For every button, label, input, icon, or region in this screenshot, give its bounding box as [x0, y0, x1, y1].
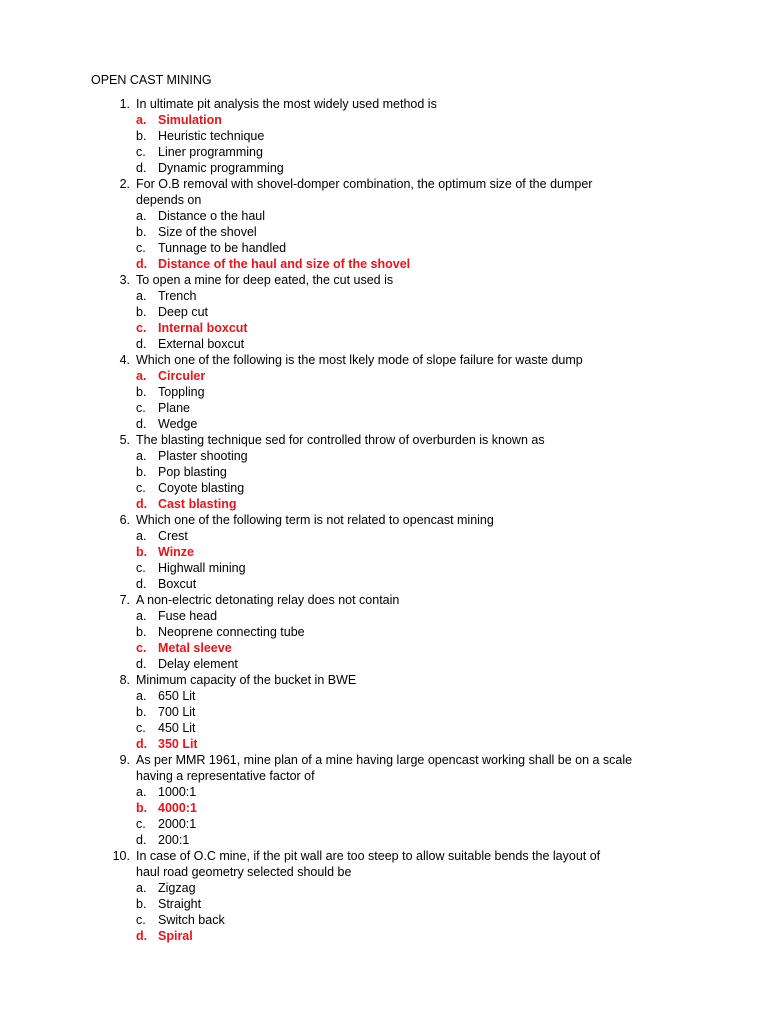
answer-option — [0, 832, 768, 848]
question-line — [0, 272, 768, 288]
option-text: 450 Lit — [158, 721, 196, 735]
question-text: having a representative factor of — [136, 769, 315, 783]
answer-option — [0, 720, 768, 736]
option-text: Toppling — [158, 385, 205, 399]
question-text: To open a mine for deep eated, the cut used is — [136, 273, 394, 287]
question-item — [0, 592, 768, 672]
answer-option-correct — [0, 640, 768, 656]
question-item — [0, 352, 768, 432]
option-letter: c. — [136, 321, 147, 335]
question-text: depends on — [136, 193, 202, 207]
answer-option — [0, 240, 768, 256]
option-text: Distance of the haul and size of the shovel — [158, 257, 411, 271]
question-line — [0, 672, 768, 688]
answer-option — [0, 704, 768, 720]
option-letter: d. — [136, 257, 148, 271]
option-letter: b. — [136, 305, 147, 319]
question-item — [0, 512, 768, 592]
option-letter: d. — [136, 737, 148, 751]
option-text: 350 Lit — [158, 737, 198, 751]
answer-option — [0, 304, 768, 320]
option-text: Zigzag — [158, 881, 196, 895]
answer-option — [0, 784, 768, 800]
option-text: Fuse head — [158, 609, 218, 623]
option-text: Winze — [158, 545, 194, 559]
question-line — [0, 352, 768, 368]
option-letter: c. — [136, 817, 146, 831]
option-letter: c. — [136, 241, 146, 255]
option-letter: c. — [136, 561, 146, 575]
option-text: Spiral — [158, 929, 193, 943]
answer-option — [0, 144, 768, 160]
answer-option — [0, 224, 768, 240]
question-item — [0, 672, 768, 752]
question-line — [0, 432, 768, 448]
option-letter: b. — [136, 545, 148, 559]
option-letter: a. — [136, 609, 147, 623]
option-text: Highwall mining — [158, 561, 246, 575]
option-letter: a. — [136, 689, 147, 703]
question-number: 5. — [119, 433, 130, 447]
option-letter: c. — [136, 913, 146, 927]
question-item — [0, 272, 768, 352]
option-letter: b. — [136, 385, 147, 399]
option-text: Internal boxcut — [158, 321, 248, 335]
answer-option — [0, 880, 768, 896]
option-text: Deep cut — [158, 305, 209, 319]
option-text: 4000:1 — [158, 801, 197, 815]
option-text: Distance o the haul — [158, 209, 266, 223]
answer-option-correct — [0, 544, 768, 560]
answer-option — [0, 448, 768, 464]
option-text: Delay element — [158, 657, 238, 671]
question-line — [0, 192, 768, 208]
option-letter: c. — [136, 721, 146, 735]
option-text: 700 Lit — [158, 705, 196, 719]
answer-option — [0, 912, 768, 928]
option-letter: b. — [136, 801, 148, 815]
answer-option — [0, 608, 768, 624]
option-letter: c. — [136, 401, 146, 415]
option-text: Trench — [158, 289, 197, 303]
question-text: As per MMR 1961, mine plan of a mine having large opencast working shall be on a scale — [136, 753, 633, 767]
option-letter: a. — [136, 529, 147, 543]
answer-option — [0, 480, 768, 496]
answer-option — [0, 336, 768, 352]
question-item — [0, 176, 768, 272]
answer-option — [0, 688, 768, 704]
option-text: Neoprene connecting tube — [158, 625, 305, 639]
option-text: Pop blasting — [158, 465, 227, 479]
option-letter: d. — [136, 929, 148, 943]
question-number: 6. — [119, 513, 130, 527]
option-text: Crest — [158, 529, 188, 543]
answer-option-correct — [0, 256, 768, 272]
option-text: Simulation — [158, 113, 222, 127]
option-letter: d. — [136, 417, 147, 431]
question-line — [0, 592, 768, 608]
question-text: A non-electric detonating relay does not contain — [136, 593, 400, 607]
question-number: 10. — [112, 849, 130, 863]
option-text: Coyote blasting — [158, 481, 245, 495]
option-letter: a. — [136, 449, 147, 463]
option-text: Boxcut — [158, 577, 197, 591]
option-text: Cast blasting — [158, 497, 237, 511]
question-line — [0, 864, 768, 880]
option-letter: a. — [136, 785, 147, 799]
option-letter: b. — [136, 897, 147, 911]
option-letter: c. — [136, 145, 146, 159]
question-number: 8. — [119, 673, 130, 687]
option-letter: d. — [136, 833, 147, 847]
question-number: 9. — [119, 753, 130, 767]
question-line — [0, 512, 768, 528]
option-text: Switch back — [158, 913, 225, 927]
option-letter: d. — [136, 577, 147, 591]
option-letter: a. — [136, 209, 147, 223]
answer-option — [0, 528, 768, 544]
answer-option-correct — [0, 928, 768, 944]
option-letter: d. — [136, 657, 147, 671]
question-line — [0, 96, 768, 112]
option-text: Tunnage to be handled — [158, 241, 287, 255]
option-text: External boxcut — [158, 337, 245, 351]
question-text: haul road geometry selected should be — [136, 865, 352, 879]
option-letter: c. — [136, 641, 147, 655]
option-text: Circuler — [158, 369, 206, 383]
option-text: Size of the shovel — [158, 225, 257, 239]
answer-option — [0, 208, 768, 224]
option-text: Dynamic programming — [158, 161, 284, 175]
option-letter: b. — [136, 465, 147, 479]
option-letter: a. — [136, 113, 147, 127]
option-text: Liner programming — [158, 145, 263, 159]
question-list — [0, 96, 768, 944]
option-letter: a. — [136, 289, 147, 303]
question-text: In ultimate pit analysis the most widely used method is — [136, 97, 437, 111]
answer-option-correct — [0, 736, 768, 752]
option-text: 200:1 — [158, 833, 190, 847]
option-letter: a. — [136, 369, 147, 383]
option-text: Straight — [158, 897, 202, 911]
question-text: Which one of the following is the most lkely mode of slope failure for waste dump — [136, 353, 583, 367]
answer-option — [0, 560, 768, 576]
option-letter: c. — [136, 481, 146, 495]
answer-option — [0, 416, 768, 432]
question-number: 7. — [119, 593, 130, 607]
question-text: Minimum capacity of the bucket in BWE — [136, 673, 357, 687]
option-text: Wedge — [158, 417, 198, 431]
question-line — [0, 768, 768, 784]
option-text: Plane — [158, 401, 190, 415]
option-letter: d. — [136, 497, 148, 511]
question-line — [0, 848, 768, 864]
question-text: For O.B removal with shovel-domper combination, the optimum size of the dumper — [136, 177, 593, 191]
option-text: 1000:1 — [158, 785, 197, 799]
answer-option — [0, 576, 768, 592]
option-letter: b. — [136, 129, 147, 143]
option-letter: b. — [136, 625, 147, 639]
option-text: Heuristic technique — [158, 129, 265, 143]
answer-option-correct — [0, 320, 768, 336]
answer-option-correct — [0, 368, 768, 384]
question-item — [0, 432, 768, 512]
option-letter: d. — [136, 161, 147, 175]
question-number: 2. — [119, 177, 130, 191]
answer-option — [0, 160, 768, 176]
answer-option — [0, 128, 768, 144]
question-text: The blasting technique sed for controlled throw of overburden is known as — [136, 433, 545, 447]
question-number: 3. — [119, 273, 130, 287]
question-item — [0, 96, 768, 176]
option-text: 2000:1 — [158, 817, 197, 831]
option-text: Plaster shooting — [158, 449, 248, 463]
answer-option — [0, 896, 768, 912]
answer-option — [0, 400, 768, 416]
option-letter: d. — [136, 337, 147, 351]
answer-option — [0, 624, 768, 640]
question-line — [0, 752, 768, 768]
question-number: 1. — [119, 97, 130, 111]
question-item — [0, 752, 768, 848]
answer-option-correct — [0, 800, 768, 816]
answer-option — [0, 816, 768, 832]
option-text: 650 Lit — [158, 689, 196, 703]
question-text: In case of O.C mine, if the pit wall are too steep to allow suitable bends the layout of — [136, 849, 601, 863]
answer-option — [0, 464, 768, 480]
answer-option — [0, 288, 768, 304]
question-text: Which one of the following term is not related to opencast mining — [136, 513, 494, 527]
question-number: 4. — [119, 353, 130, 367]
option-letter: b. — [136, 705, 147, 719]
option-letter: b. — [136, 225, 147, 239]
answer-option-correct — [0, 496, 768, 512]
document-title: OPEN CAST MINING — [91, 73, 212, 87]
answer-option — [0, 656, 768, 672]
question-item — [0, 848, 768, 944]
answer-option-correct — [0, 112, 768, 128]
answer-option — [0, 384, 768, 400]
option-letter: a. — [136, 881, 147, 895]
option-text: Metal sleeve — [158, 641, 232, 655]
question-line — [0, 176, 768, 192]
